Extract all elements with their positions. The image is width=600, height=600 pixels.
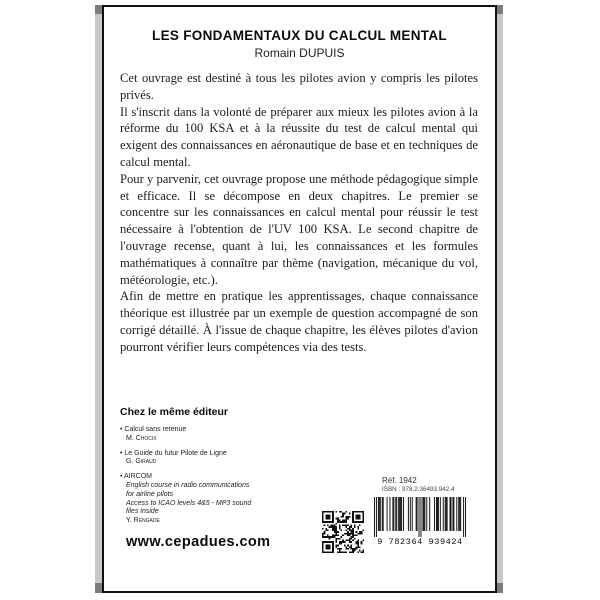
- reference-block: [382, 476, 492, 493]
- list-item-author: G. Giraud: [126, 458, 157, 466]
- list-item-title: • Le Guide du futur Pilote de Ligne: [120, 450, 320, 459]
- book-author: Romain DUPUIS: [254, 46, 345, 60]
- qr-code: [322, 511, 364, 553]
- book-title: LES FONDAMENTAUX DU CALCUL MENTAL: [152, 28, 447, 43]
- book-description: [120, 70, 478, 356]
- list-item-detail: for airline pilots: [126, 490, 174, 498]
- reference-number: Réf. 1942: [382, 476, 417, 485]
- publisher-website: www.cepadues.com: [126, 534, 271, 550]
- description-paragraph: Afin de mettre en pratique les apprentissages, chaque connaissance théorique est illustrée par un exemple de question accompagné de son corrigé détaillé. À l'issue de chaque chapitre, les élèves pilotes d'avion pourront vérifier leurs compétences via des tests.: [120, 289, 478, 354]
- isbn-number: ISBN : 978.2.36493.942.4: [382, 486, 455, 493]
- description-paragraph: Cet ouvrage est destiné à tous les pilotes avion y compris les pilotes privés.: [120, 71, 478, 102]
- list-item-detail: files inside: [126, 508, 159, 516]
- list-item-title: • AIRCOM: [120, 473, 320, 482]
- description-paragraph: Pour y parvenir, cet ouvrage propose une méthode pédagogique simple et efficace. Il se décompose en deux chapitres. Le premier se concentre sur les connaissances en calcul mental pour réussir le test nécessaire à l'obtention de l'UV 100 KSA. Le second chapitre de l'ouvrage recense, quant à lui, les connaissances et les formules mathématiques à connaître par thème (navigation, mécanique du vol, météorologie, etc.).: [120, 171, 478, 287]
- list-item: [120, 450, 320, 468]
- same-publisher-section: [120, 406, 320, 532]
- back-cover-page: [102, 5, 497, 593]
- barcode-number: 9 782364 939424: [377, 537, 463, 547]
- list-item-author: M. Chocix: [126, 434, 157, 442]
- list-item-detail: Access to ICAO levels 4&5 - MP3 sound: [126, 499, 252, 507]
- same-publisher-heading: Chez le même éditeur: [120, 406, 228, 418]
- book-cover: [95, 5, 503, 593]
- list-item-detail: English course in radio communications: [126, 481, 250, 489]
- list-item-author: Y. Rengade: [126, 517, 160, 525]
- ean-barcode: [374, 497, 466, 537]
- list-item-title: • Calcul sans retenue: [120, 426, 320, 435]
- list-item: [120, 426, 320, 444]
- description-paragraph: Il s'inscrit dans la volonté de préparer aux mieux les pilotes avion à la réforme du 100 KSA et à la réussite du test de calcul mental qui exigent des connaissances en aéronautique de base et en techniques de calcul mental.: [120, 104, 478, 169]
- list-item: [120, 473, 320, 526]
